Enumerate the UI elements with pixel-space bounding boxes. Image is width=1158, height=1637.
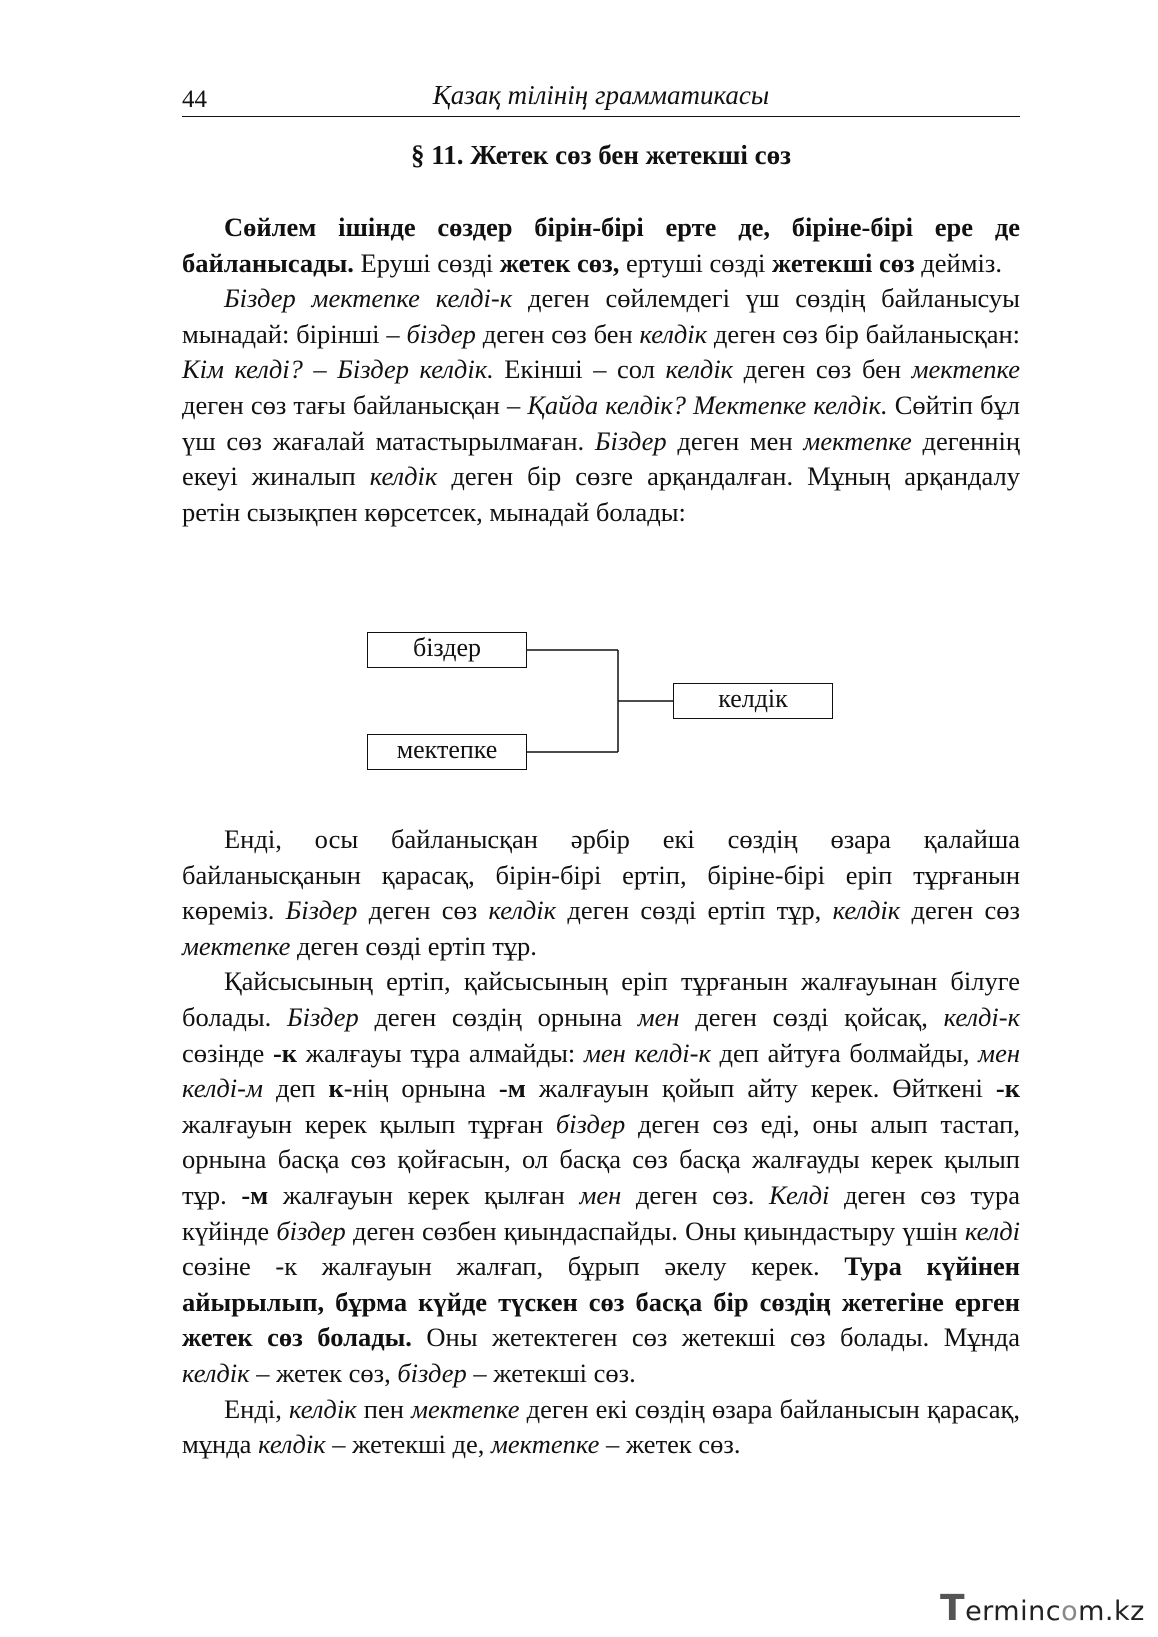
diagram-box-mektepke: мектепке — [367, 734, 527, 770]
paragraph-4: Қайсысының ертіп, қайсысының еріп тұрғанын жалғауынан білуге болады. Біздер деген сөздің орнына мен деген сөзді қойсақ, келді-к сөзінде -к жалғауы тұра алмайды: мен келді-к деп айтуға болмайды, мен келді-м деп к-нің орнына -м жалғауын қойып айту керек. Өйткені -к жалғауын керек қылып тұрған біздер деген сөз еді, оны алып тастап, орнына басқа сөз қойғасын, ол басқа сөз басқа жалғауды керек қылып тұр. -м жалғауын керек қылған мен деген сөз. Келді деген сөз тура күйінде біздер деген сөзбен қиындаспайды. Оны қиындастыру үшін келді сөзіне -к жалғауын жалғап, бұрып әкелу керек. Тура күйінен айырылып, бұрма күйде түскен сөз басқа бір сөздің жетегіне ерген жетек сөз болады. Оны жетектеген сөз жетекші сөз болады. Мұнда келдік – жетек сөз, біздер – жетекші сөз. — [182, 966, 1020, 1388]
page-number: 44 — [182, 86, 207, 113]
page-header — [182, 76, 1020, 117]
text-block-upper — [182, 210, 1020, 530]
paragraph-5: Енді, келдік пен мектепке деген екі сөздің өзара байланысын қарасақ, мұнда келдік – жетекші де, мектепке – жетек сөз. — [182, 1393, 1020, 1460]
paragraph-1: Сөйлем ішінде сөздер бірін-бірі ерте де, біріне-бірі ере де байланысады. Еруші сөзді жетек сөз, ертуші сөзді жетекші сөз дейміз. — [182, 212, 1020, 278]
running-title: Қазақ тілінің грамматикасы — [432, 80, 770, 110]
paragraph-3: Енді, осы байланысқан әрбір екі сөздің өзара қалайша байланысқанын қарасақ, бірін-бірі ертіп, біріне-бірі еріп тұрғанын көреміз. Біздер деген сөз келдік деген сөзді ертіп тұр, келдік деген сөз мектепке деген сөзді ертіп тұр. — [182, 824, 1020, 961]
paragraph-2: Біздер мектепке келді-к деген сөйлемдегі үш сөздің байланысуы мынадай: бірінші – біздер деген сөз бен келдік деген сөз бір байланысқан: Кім келді? – Біздер келдік. Екінші – сол келдік деген сөз бен мектепке деген сөз тағы байланысқан – Қайда келдік? Мектепке келдік. Сөйтіп бұл үш сөз жағалай матастырылмаған. Біздер деген мен мектепке дегеннің екеуі жиналып келдік деген бір сөзге арқандалған. Мұның арқандалу ретін сызықпен көрсетсек, мынадай болады: — [182, 283, 1020, 527]
text-block-lower — [182, 822, 1020, 1463]
section-title: § 11. Жетек сөз бен жетекші сөз — [410, 140, 792, 170]
termincom-watermark: Termincom.kz — [940, 1588, 1145, 1629]
diagram-box-keldik: келдік — [673, 683, 833, 719]
diagram-box-bizder: біздер — [367, 632, 527, 668]
